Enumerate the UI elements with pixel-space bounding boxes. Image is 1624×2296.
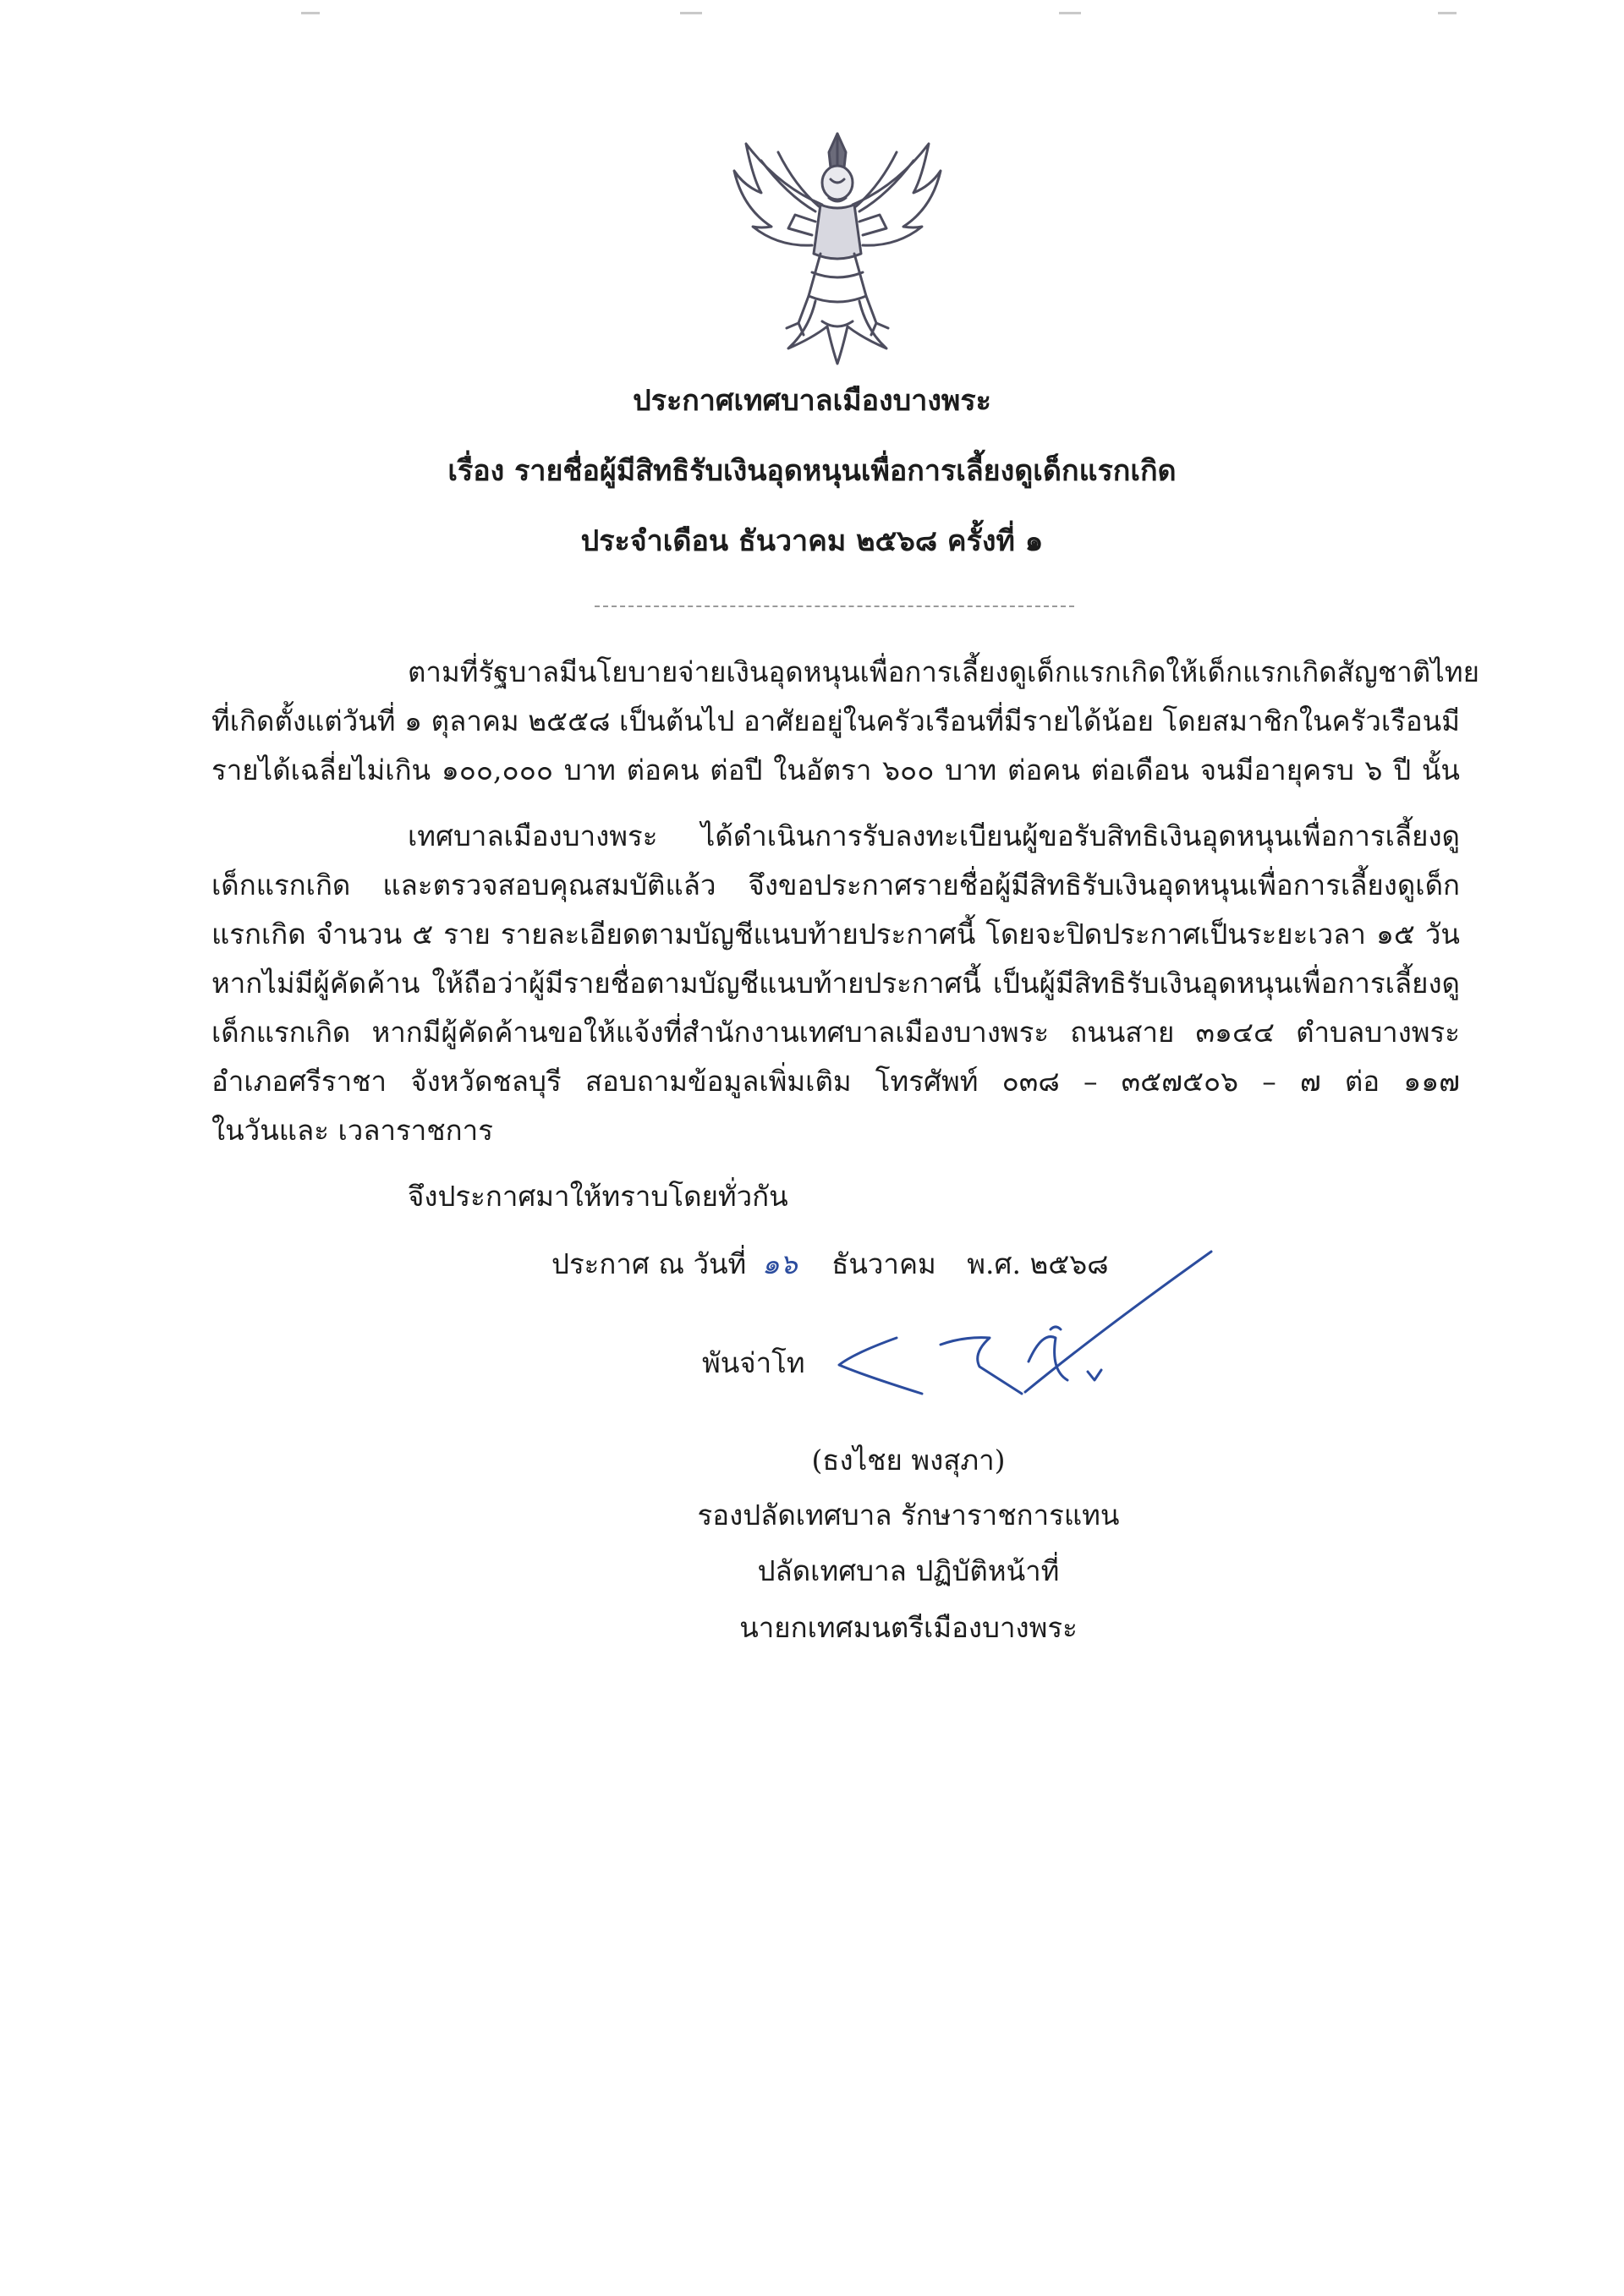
title-divider: [595, 606, 1074, 607]
paragraph-line: เด็กแรกเกิด และตรวจสอบคุณสมบัติแล้ว จึงขอประกาศรายชื่อผู้มีสิทธิรับเงินอุดหนุนเพื่อการเลี้ยงดูเด็ก: [211, 869, 1460, 901]
paragraph-line: แรกเกิด จำนวน ๕ ราย รายละเอียดตามบัญชีแนบท้ายประกาศนี้ โดยจะปิดประกาศเป็นระยะเวลา ๑๕ วัน: [211, 918, 1460, 951]
paragraph-line: รายได้เฉลี่ยไม่เกิน ๑๐๐,๐๐๐ บาท ต่อคน ต่อปี ในอัตรา ๖๐๐ บาท ต่อคน ต่อเดือน จนมีอายุครบ ๖ ปี นั้น: [211, 753, 1460, 786]
date-month: ธันวาคม: [831, 1247, 936, 1280]
period-line: ประจำเดือน ธันวาคม ๒๕๖๘ ครั้งที่ ๑: [580, 524, 1044, 558]
signatory-rank: พันจ่าโท: [702, 1346, 805, 1379]
paragraph-line: อำเภอศรีราชา จังหวัดชลบุรี สอบถามข้อมูลเพิ่มเติม โทรศัพท์ ๐๓๘ – ๓๕๗๕๐๖ – ๗ ต่อ ๑๑๗: [211, 1065, 1460, 1098]
closing-statement: จึงประกาศมาให้ทราบโดยทั่วกัน: [408, 1180, 788, 1213]
date-prefix: ประกาศ ณ วันที่: [551, 1247, 747, 1280]
signatory-position: นายกเทศมนตรีเมืองบางพระ: [739, 1611, 1078, 1644]
garuda-emblem-icon: [727, 127, 947, 372]
scan-mark: [301, 12, 320, 14]
document-title: ประกาศเทศบาลเมืองบางพระ: [633, 384, 991, 418]
paragraph-line: เทศบาลเมืองบางพระ ได้ดำเนินการรับลงทะเบียนผู้ขอรับสิทธิเงินอุดหนุนเพื่อการเลี้ยงดู: [408, 819, 1460, 852]
paragraph-line: ตามที่รัฐบาลมีนโยบายจ่ายเงินอุดหนุนเพื่อการเลี้ยงดูเด็กแรกเกิดให้เด็กแรกเกิดสัญชาติไทย: [408, 655, 1479, 688]
signatory-position: ปลัดเทศบาล ปฏิบัติหน้าที่: [757, 1554, 1060, 1587]
paragraph-line: ในวันและ เวลาราชการ: [211, 1114, 493, 1147]
paragraph-line: หากไม่มีผู้คัดค้าน ให้ถือว่าผู้มีรายชื่อตามบัญชีแนบท้ายประกาศนี้ เป็นผู้มีสิทธิรับเงินอุดหนุนเพื่อการเลี้ยงดู: [211, 967, 1460, 1000]
paragraph-line: เด็กแรกเกิด หากมีผู้คัดค้านขอให้แจ้งที่สำนักงานเทศบาลเมืองบางพระ ถนนสาย ๓๑๔๔ ตำบลบางพระ: [211, 1016, 1460, 1049]
handwritten-signature: [829, 1243, 1218, 1421]
signatory-position: รองปลัดเทศบาล รักษาราชการแทน: [697, 1499, 1120, 1532]
signatory-name: (ธงไชย พงสุภา): [811, 1444, 1006, 1477]
subject-line: เรื่อง รายชื่อผู้มีสิทธิรับเงินอุดหนุนเพื่อการเลี้ยงดูเด็กแรกเกิด: [447, 454, 1177, 488]
scan-mark: [680, 12, 702, 14]
paragraph-line: ที่เกิดตั้งแต่วันที่ ๑ ตุลาคม ๒๕๕๘ เป็นต้นไป อาศัยอยู่ในครัวเรือนที่มีรายได้น้อย โดยสมาชิกในครัวเรือนมี: [211, 704, 1460, 737]
date-year: พ.ศ. ๒๕๖๘: [967, 1247, 1109, 1280]
scan-mark: [1438, 12, 1457, 14]
date-day: ๑๖: [761, 1247, 798, 1280]
scan-mark: [1059, 12, 1081, 14]
